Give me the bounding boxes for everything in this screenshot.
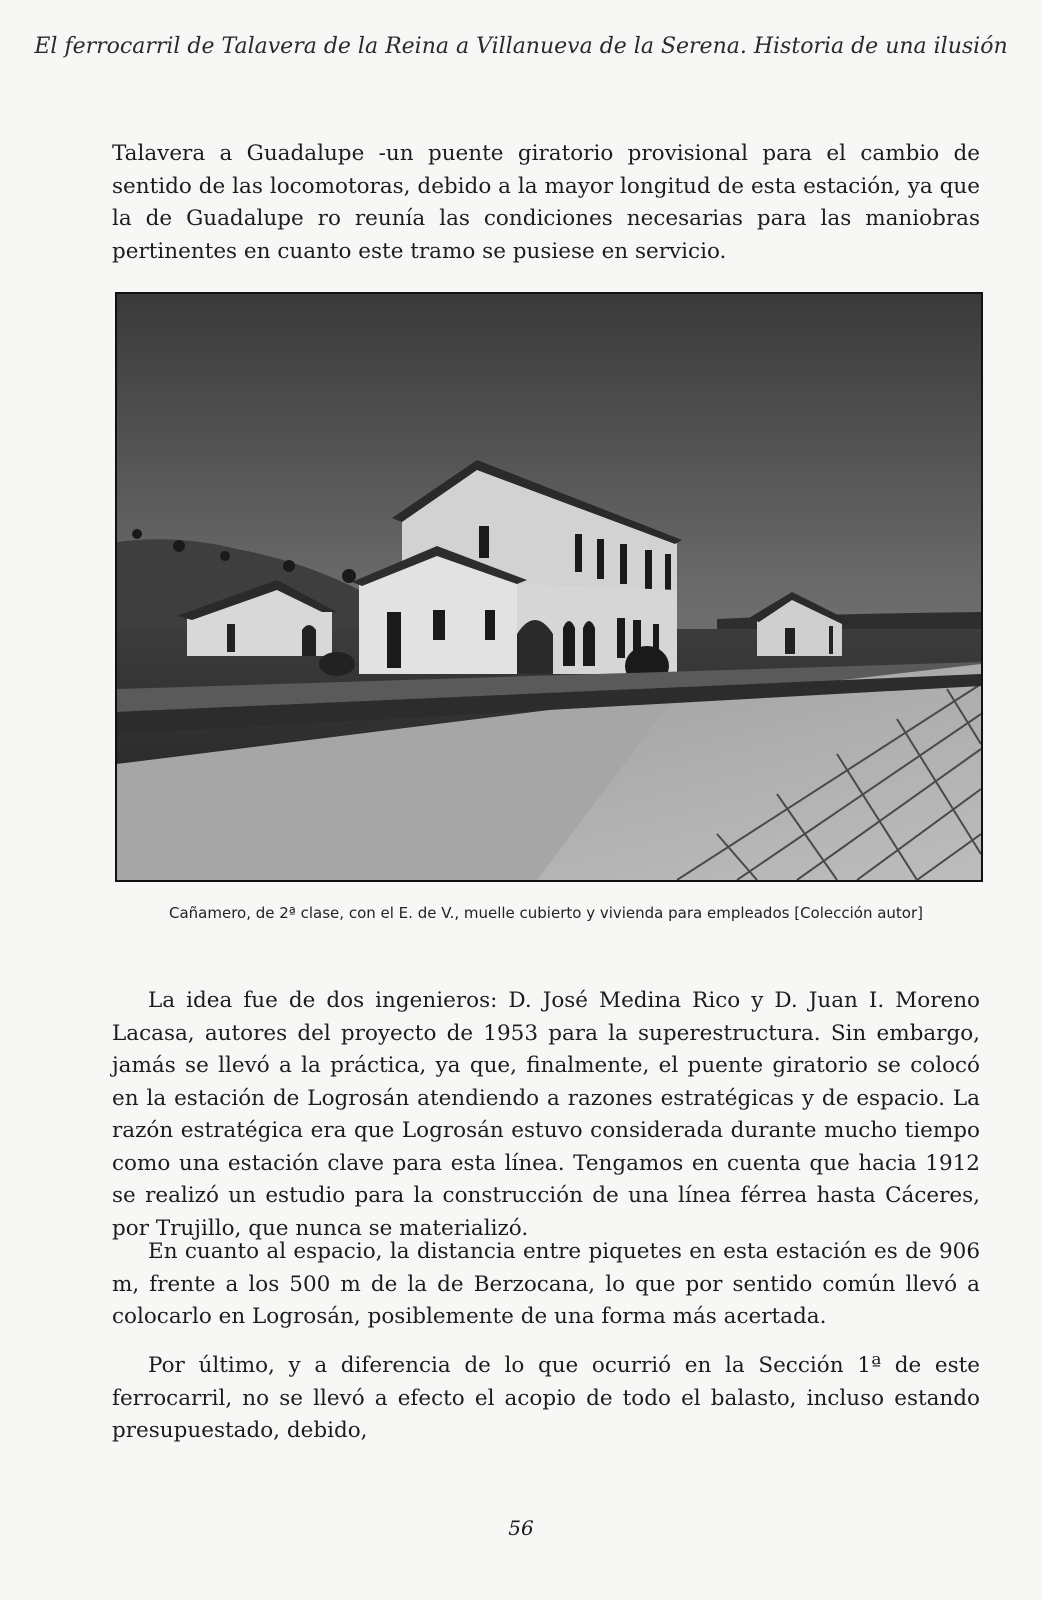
station-photograph — [115, 292, 983, 882]
paragraph-2: La idea fue de dos ingenieros: D. José Medina Rico y D. Juan I. Moreno Lacasa, autores del proyecto de 1953 para la superestructura. Sin embargo, jamás se llevó a la práctica, ya que, finalmente, el puente giratorio se colocó en la estación de Logrosán atendiendo a razones estratégicas y de espacio. La razón estratégica era que Logrosán estuvo considerada durante mucho tiempo como una estación clave para esta línea. Tengamos en cuenta que hacia 1912 se realizó un estudio para la construcción de una línea férrea hasta Cáceres, por Trujillo, que nunca se materializó. — [112, 988, 980, 1241]
page-number: 56 — [508, 1516, 534, 1540]
paragraph-1: Talavera a Guadalupe -un puente giratorio provisional para el cambio de sentido de las locomotoras, debido a la mayor longitud de esta estación, ya que la de Guadalupe ro reunía las condiciones necesarias para las maniobras pertinentes en cuanto este tramo se pusiese en servicio. — [112, 141, 980, 264]
paragraph-3: En cuanto al espacio, la distancia entre piquetes en esta estación es de 906 m, frente a los 500 m de la de Berzocana, lo que por sentido común llevó a colocarlo en Logrosán, posiblemente de una forma más acertada. — [112, 1239, 980, 1329]
running-header: El ferrocarril de Talavera de la Reina a Villanueva de la Serena. Historia de una ilusión — [34, 34, 1008, 59]
figure-caption: Cañamero, de 2ª clase, con el E. de V., muelle cubierto y vivienda para empleados [Colección autor] — [168, 904, 924, 922]
paragraph-4: Por último, y a diferencia de lo que ocurrió en la Sección 1ª de este ferrocarril, no se llevó a efecto el acopio de todo el balasto, incluso estando presupuestado, debido, — [112, 1353, 980, 1443]
